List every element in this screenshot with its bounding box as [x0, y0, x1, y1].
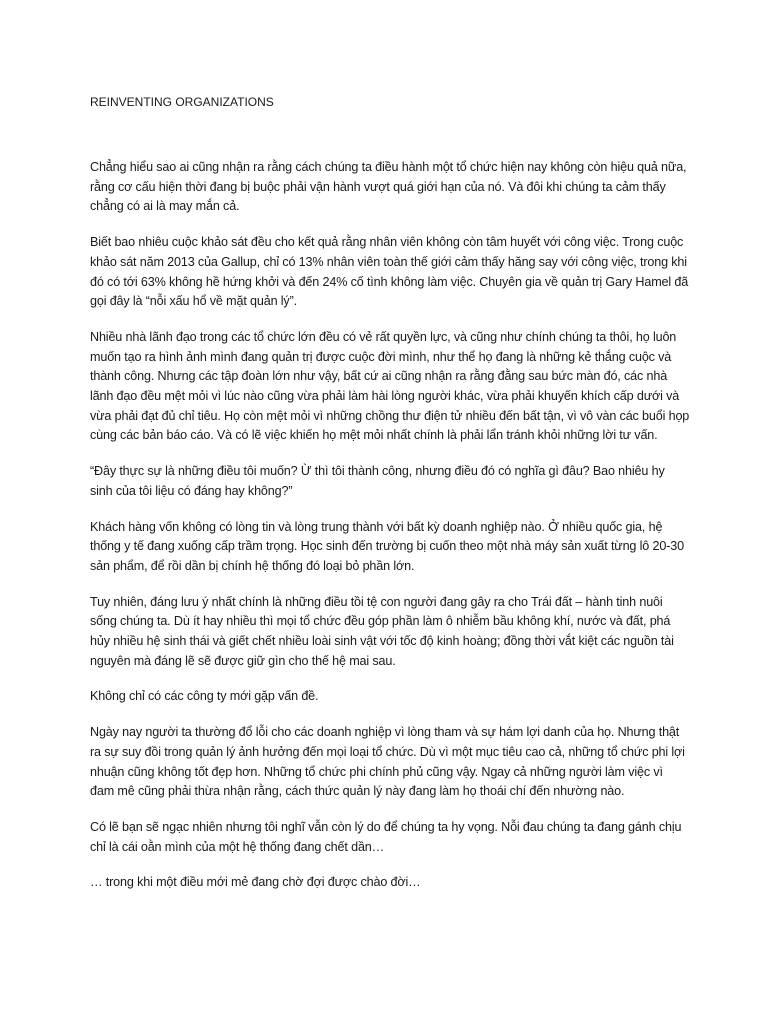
paragraph-6: Tuy nhiên, đáng lưu ý nhất chính là những điều tồi tệ con người đang gây ra cho Trái đất – hành tinh nuôi sống chúng ta. Dù ít hay nhiều thì mọi tổ chức đều góp phần làm ô nhiễm bầu không khí, nước và đất, phá hủy nhiều hệ sinh thái và giết chết nhiều loài sinh vật với tốc độ kinh hoàng; đồng thời vắt kiệt các nguồn tài nguyên mà đáng lẽ sẽ được giữ gìn cho thế hệ mai sau.	[90, 594, 674, 668]
paragraph-3: Nhiều nhà lãnh đạo trong các tổ chức lớn đều có vẻ rất quyền lực, và cũng như chính chúng ta thôi, họ luôn muốn tạo ra hình ảnh mình đang quản trị được cuộc đời mình, như thể họ đang là những kẻ thắng cuộc và thành công. Nhưng các tập đoàn lớn như vậy, bất cứ ai cũng nhận ra rằng đằng sau bức màn đó, các nhà lãnh đạo đều mệt mỏi vì lúc nào cũng vừa phải làm hài lòng người khác, vừa phải khuyến khích cấp dưới và vừa phải đạt đủ chỉ tiêu. Họ còn mệt mỏi vì những chồng thư điện tử nhiều đến bất tận, vì vô vàn các buổi họp cùng các bản báo cáo. Và có lẽ việc khiến họ mệt mỏi nhất chính là phải lẩn tránh khỏi những lời tư vấn.	[90, 329, 690, 443]
paragraph-5: Khách hàng vốn không có lòng tin và lòng trung thành với bất kỳ doanh nghiệp nào. Ở nhiều quốc gia, hệ thống y tế đang xuống cấp trầm trọng. Học sinh đến trường bị cuốn theo một nhà máy sản xuất từng lô 20-30 sản phẩm, để rồi dần bị chính hệ thống đó loại bỏ phần lớn.	[90, 519, 684, 573]
document-title: REINVENTING ORGANIZATIONS	[90, 95, 274, 109]
paragraph-7: Không chỉ có các công ty mới gặp vấn đề.	[90, 689, 319, 704]
paragraph-2: Biết bao nhiêu cuộc khảo sát đều cho kết quả rằng nhân viên không còn tâm huyết với công việc. Trong cuộc khảo sát năm 2013 của Gallup, chỉ có 13% nhân viên toàn thế giới cảm thấy hăng say với công việc, trong khi đó có tới 63% không hề hứng khởi và đến 24% cố tình không làm việc. Chuyên gia về quản trị Gary Hamel đã gọi đây là “nỗi xấu hổ về mặt quản lý”.	[90, 235, 689, 309]
paragraph-9: Có lẽ bạn sẽ ngạc nhiên nhưng tôi nghĩ vẫn còn lý do để chúng ta hy vọng. Nỗi đau chúng ta đang gánh chịu chỉ là cái oằn mình của một hệ thống đang chết dần…	[90, 819, 682, 854]
document-body	[90, 158, 690, 893]
paragraph-4: “Đây thực sự là những điều tôi muốn? Ừ thì tôi thành công, nhưng điều đó có nghĩa gì đâu? Bao nhiêu hy sinh của tôi liệu có đáng hay không?”	[90, 464, 665, 498]
paragraph-1: Chẳng hiểu sao ai cũng nhận ra rằng cách chúng ta điều hành một tổ chức hiện nay không còn hiệu quả nữa, rằng cơ cấu hiện thời đang bị buộc phải vận hành vượt quá giới hạn của nó. Và đôi khi chúng ta cảm thấy chẳng có ai là may mắn cả.	[90, 160, 687, 214]
paragraph-10: … trong khi một điều mới mẻ đang chờ đợi được chào đời…	[90, 875, 421, 890]
paragraph-8: Ngày nay người ta thường đổ lỗi cho các doanh nghiệp vì lòng tham và sự hám lợi danh của họ. Nhưng thật ra sự suy đồi trong quản lý ảnh hưởng đến mọi loại tổ chức. Dù vì một mục tiêu cao cả, những tổ chức phi lợi nhuận cũng không tốt đẹp hơn. Những tổ chức phi chính phủ cũng vậy. Ngay cả những người làm việc vì đam mê cũng phải thừa nhận rằng, cách thức quản lý này đang làm họ thoái chí đến nhường nào.	[90, 725, 685, 799]
